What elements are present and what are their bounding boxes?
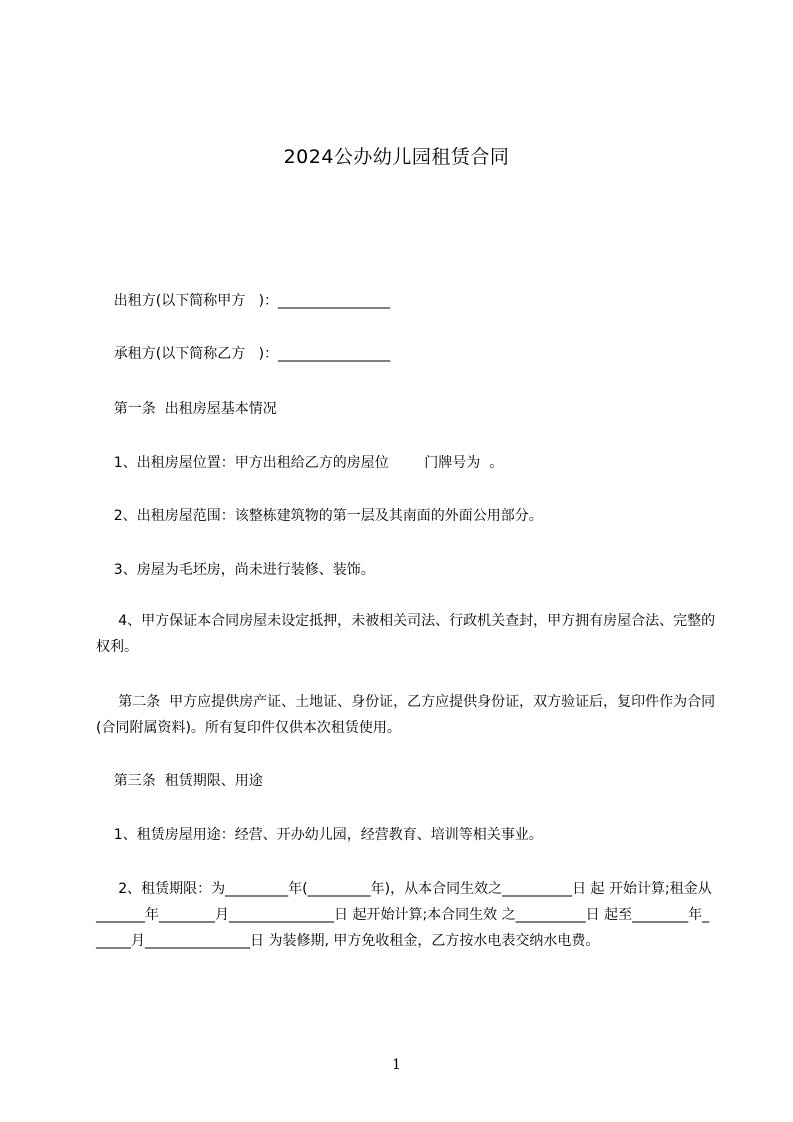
article-1-heading: 第一条 出租房屋基本情况 bbox=[96, 401, 277, 417]
lessee-line: 承租方(以下简称乙方 )：________________ bbox=[96, 346, 391, 362]
clause-3-2: 2、租赁期限：为_________年(_________年)，从本合同生效之__________日 起 开始计算;租金从_______年________月_______________日 起开始计算;本合同生效 之__________日 起至________年______月_______________日 为装修期, 甲方免收租金，乙方按水电表交纳水电费。 bbox=[96, 881, 712, 949]
clause-1-1: 1、出租房屋位置：甲方出租给乙方的房屋位 门牌号为 。 bbox=[96, 455, 504, 471]
document-title: 2024公办幼儿园租赁合同 bbox=[283, 146, 510, 168]
article-2: 第二条 甲方应提供房产证、土地证、身份证，乙方应提供身份证，双方验证后，复印件作为合同 (合同附属资料)。所有复印件仅供本次租赁使用。 bbox=[96, 694, 742, 736]
clause-3-1: 1、租赁房屋用途：经营、开办幼儿园，经营教育、培训等相关事业。 bbox=[96, 827, 543, 843]
lessor-line: 出租方(以下简称甲方 )：________________ bbox=[96, 293, 391, 309]
page-number: 1 bbox=[392, 1057, 401, 1073]
clause-1-2: 2、出租房屋范围：该整栋建筑物的第一层及其南面的外面公用部分。 bbox=[96, 508, 543, 524]
article-3-heading: 第三条 租赁期限、用途 bbox=[96, 773, 263, 789]
clause-1-4: 4、甲方保证本合同房屋未设定抵押，未被相关司法、行政机关查封，甲方拥有房屋合法、完整的权利。 bbox=[96, 613, 716, 655]
clause-1-3: 3、房屋为毛坯房，尚未进行装修、装饰。 bbox=[96, 562, 375, 578]
